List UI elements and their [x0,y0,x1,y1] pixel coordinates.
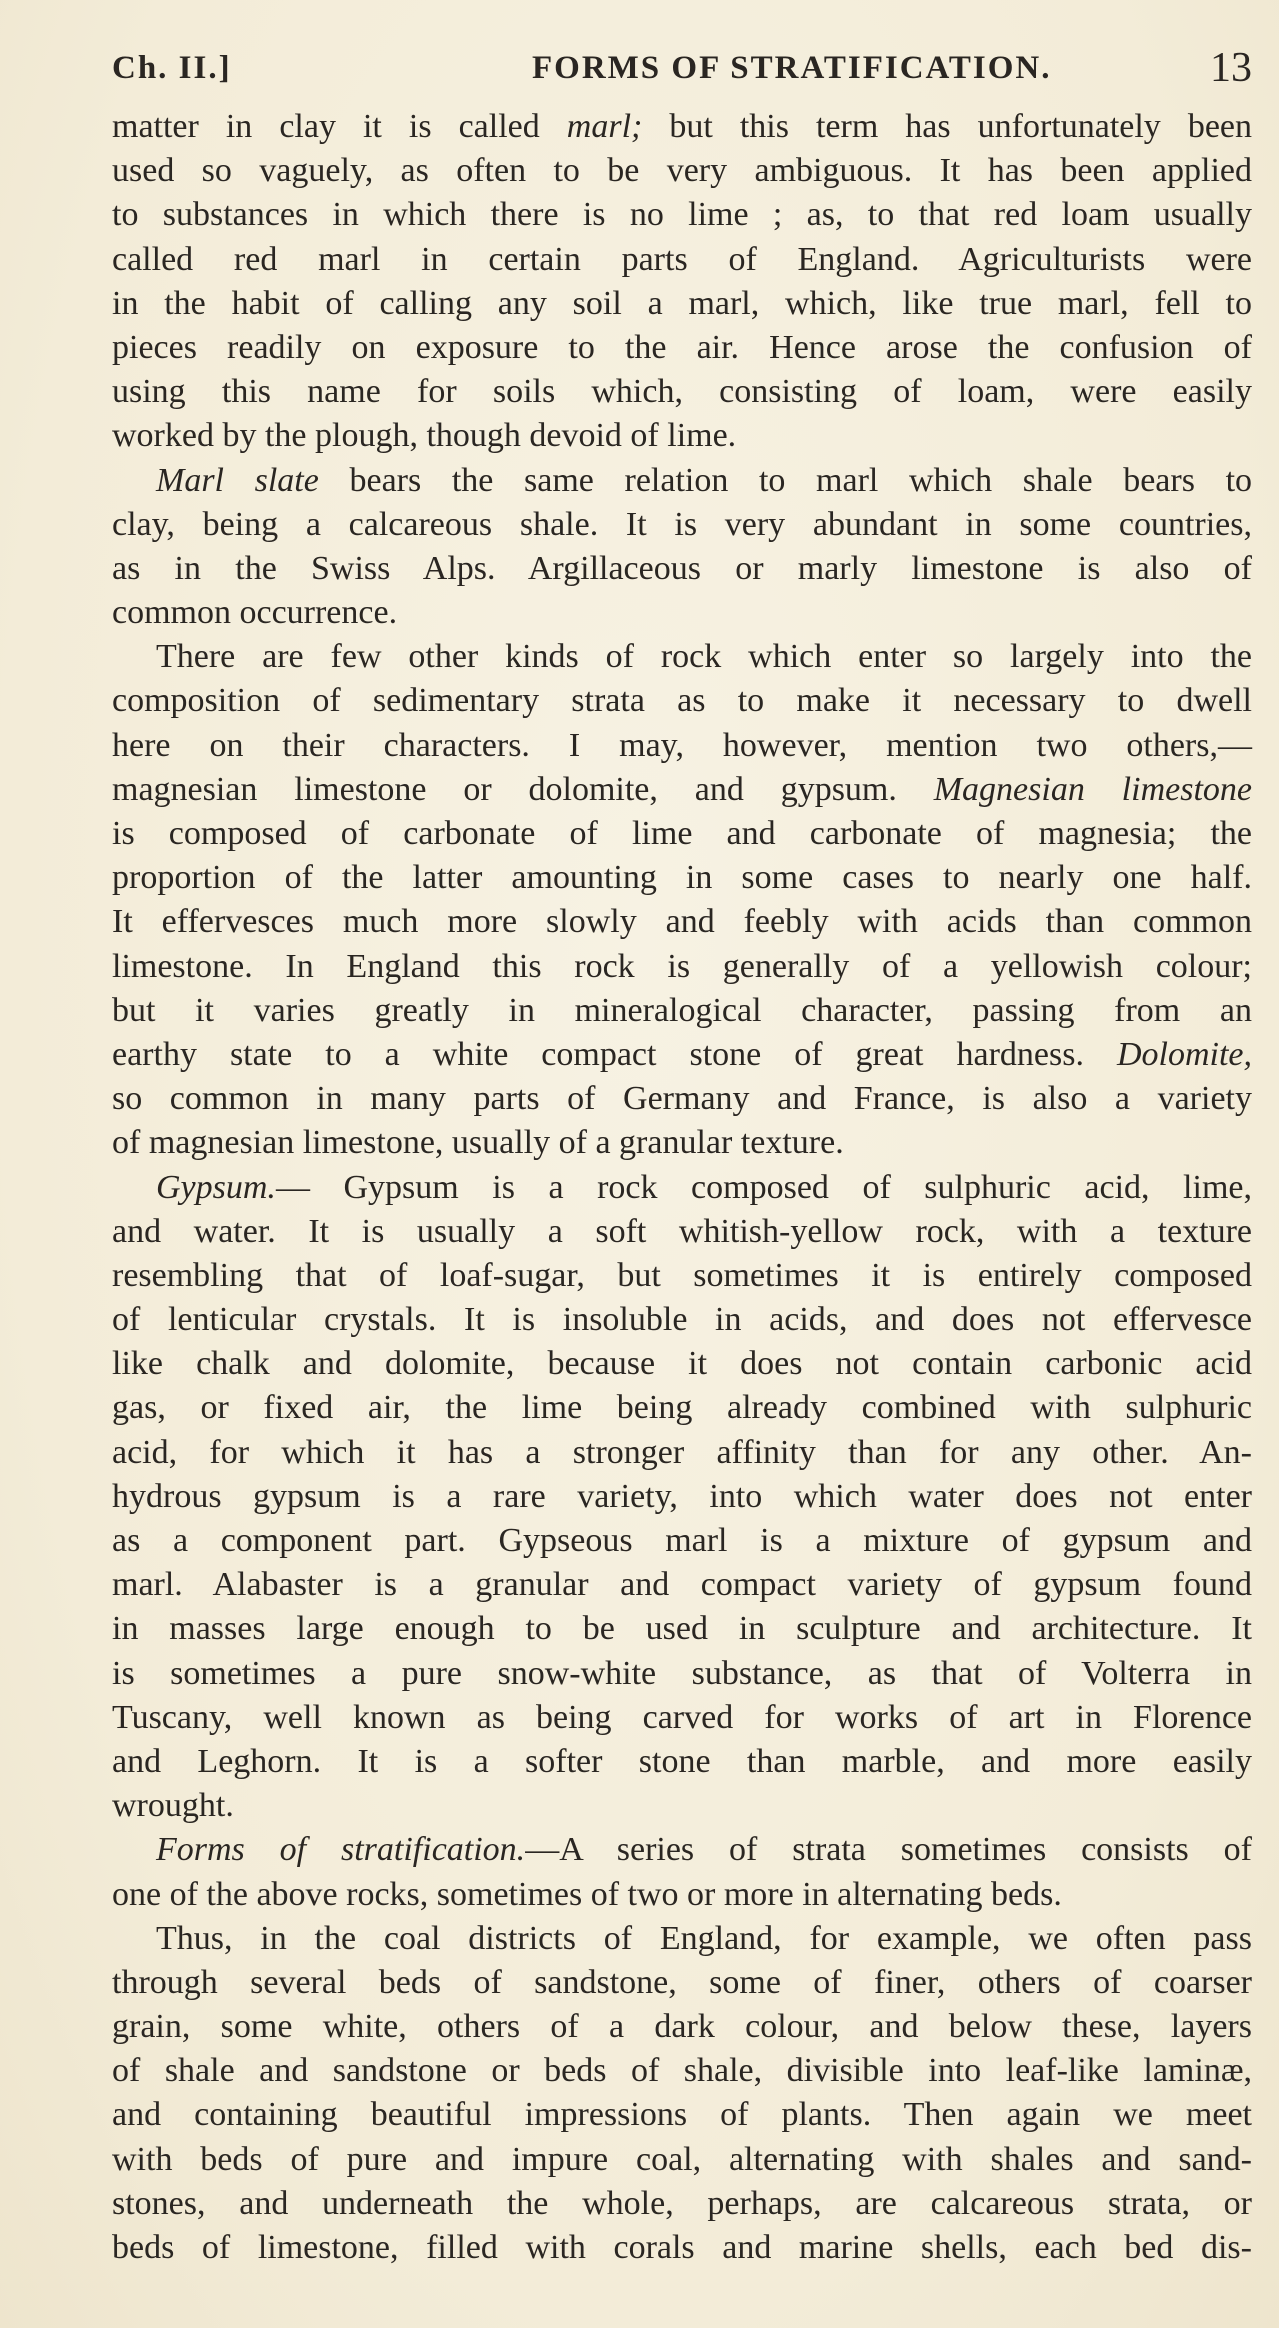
text-line [112,1607,1252,1651]
text-span: proportion of the latter amounting in some cases to nearly one half. [112,859,1252,897]
text-span: beds of limestone, filled with corals and marine shells, each bed dis- [112,2229,1252,2266]
text-line [112,459,1252,503]
running-title: FORMS OF STRATIFICATION. [532,50,1052,86]
italic-term: Dolomite, [1116,1035,1252,1073]
text-line [112,326,1252,370]
text-line [112,1563,1252,1607]
text-span: so common in many parts of Germany and France, is also a variety [112,1080,1252,1118]
body-text [112,105,1252,2270]
text-span: Tuscany, well known as being carved for works of art in Florence [112,1698,1252,1736]
text-line [112,414,1252,458]
text-span: one of the above rocks, sometimes of two or more in alternating beds. [112,1875,1062,1913]
chapter-label: Ch. II.] [112,50,232,86]
text-line [112,1873,1252,1917]
text-span: —A series of strata sometimes consists of [525,1831,1252,1869]
text-span: grain, some white, others of a dark colour, and below these, layers [112,2008,1252,2046]
text-span: hydrous gypsum is a rare variety, into which water does not enter [112,1477,1252,1515]
text-line [112,193,1252,237]
italic-term: Magnesian limestone [933,770,1252,808]
text-line [112,2049,1252,2093]
text-line [112,238,1252,282]
text-span: Thus, in the coal districts of England, for example, we often pass [156,1919,1252,1957]
text-line [112,1254,1252,1298]
text-span: is composed of carbonate of lime and carbonate of magnesia; the [112,815,1252,852]
text-span: in the habit of calling any soil a marl, which, like true marl, fell to [112,284,1252,322]
text-span: using this name for soils which, consisting of loam, were easily [112,373,1252,411]
text-span: clay, being a calcareous shale. It is very abundant in some countries, [112,505,1252,543]
text-span: bears the same relation to marl which shale bears to [318,461,1253,499]
text-line [112,679,1252,723]
text-span: resembling that of loaf-sugar, but sometimes it is entirely composed [112,1256,1252,1294]
text-span: gas, or fixed air, the lime being already combined with sulphuric [112,1389,1252,1427]
text-span: matter in clay it is called [112,108,567,145]
text-span: called red marl in certain parts of England. Agriculturists were [112,240,1252,278]
text-line [112,370,1252,414]
text-span: wrought. [112,1787,234,1825]
text-span: marl. Alabaster is a granular and compact variety of gypsum found [112,1566,1252,1604]
text-line [112,1961,1252,2005]
text-line [112,1696,1252,1740]
text-line [112,1652,1252,1696]
text-line [112,105,1252,149]
text-line [112,1342,1252,1386]
text-line [112,1740,1252,1784]
running-header [112,44,1252,94]
text-line [112,2226,1252,2270]
text-span: limestone. In England this rock is generally of a yellowish colour; [112,947,1252,985]
text-line [112,1828,1252,1872]
text-line [112,1210,1252,1254]
text-span: is sometimes a pure snow-white substance, as that of Volterra in [112,1654,1252,1692]
text-line [112,856,1252,900]
italic-term: marl; [566,108,643,145]
text-span: composition of sedimentary strata as to make it necessary to dwell [112,682,1252,720]
text-span: pieces readily on exposure to the air. Hence arose the confusion of [112,328,1252,366]
text-line [112,635,1252,679]
text-span: here on their characters. I may, however, mention two others,— [112,726,1252,764]
text-span: and Leghorn. It is a softer stone than marble, and more easily [112,1742,1252,1780]
text-line [112,1121,1252,1165]
text-span: magnesian limestone or dolomite, and gypsum. [112,770,934,808]
italic-term: Forms of stratification. [156,1831,526,1869]
text-line [112,2182,1252,2226]
text-span: — Gypsum is a rock composed of sulphuric acid, lime, [275,1168,1252,1206]
italic-term: Gypsum. [156,1168,276,1206]
text-line [112,2093,1252,2137]
text-line [112,1917,1252,1961]
text-span: to substances in which there is no lime ; as, to that red loam usually [112,196,1252,234]
text-line [112,1475,1252,1519]
text-line [112,945,1252,989]
text-span: and containing beautiful impressions of plants. Then again we meet [112,2096,1252,2134]
text-line [112,1519,1252,1563]
text-span: with beds of pure and impure coal, alternating with shales and sand- [112,2140,1252,2178]
text-line [112,547,1252,591]
text-line [112,900,1252,944]
text-span: There are few other kinds of rock which enter so largely into the [156,638,1252,676]
text-span: worked by the plough, though devoid of lime. [112,417,737,455]
text-span: acid, for which it has a stronger affinity than for any other. An- [112,1433,1252,1471]
text-span: of magnesian limestone, usually of a granular texture. [112,1124,844,1162]
text-span: as a component part. Gypseous marl is a mixture of gypsum and [112,1522,1252,1559]
text-span: and water. It is usually a soft whitish-yellow rock, with a texture [112,1212,1252,1250]
text-span: earthy state to a white compact stone of great hardness. [112,1035,1117,1073]
text-line [112,768,1252,812]
text-line [112,503,1252,547]
text-span: of shale and sandstone or beds of shale, divisible into leaf-like laminæ, [112,2052,1252,2090]
text-line [112,1298,1252,1342]
text-line [112,2005,1252,2049]
text-line [112,812,1252,856]
page-number: 13 [1210,45,1252,91]
text-span: but this term has unfortunately been [642,108,1253,145]
text-span: of lenticular crystals. It is insoluble in acids, and does not effervesce [112,1301,1252,1339]
text-line [112,149,1252,193]
text-span: through several beds of sandstone, some of finer, others of coarser [112,1963,1252,2001]
text-line [112,1033,1252,1077]
text-line [112,2138,1252,2182]
text-line [112,591,1252,635]
text-span: like chalk and dolomite, because it does not contain carbonic acid [112,1345,1252,1383]
text-line [112,1386,1252,1430]
text-span: It effervesces much more slowly and feebly with acids than common [112,903,1252,941]
text-line [112,1166,1252,1210]
text-span: stones, and underneath the whole, perhaps, are calcareous strata, or [112,2184,1252,2222]
text-span: as in the Swiss Alps. Argillaceous or marly limestone is also of [112,549,1252,587]
text-line [112,1784,1252,1828]
text-line [112,1077,1252,1121]
text-span: but it varies greatly in mineralogical character, passing from an [112,991,1252,1029]
italic-term: Marl slate [156,461,319,499]
text-line [112,989,1252,1033]
text-line [112,1431,1252,1475]
text-span: in masses large enough to be used in sculpture and architecture. It [112,1610,1252,1648]
text-line [112,724,1252,768]
text-line [112,282,1252,326]
text-span: used so vaguely, as often to be very ambiguous. It has been applied [112,152,1252,190]
text-span: common occurrence. [112,594,398,632]
